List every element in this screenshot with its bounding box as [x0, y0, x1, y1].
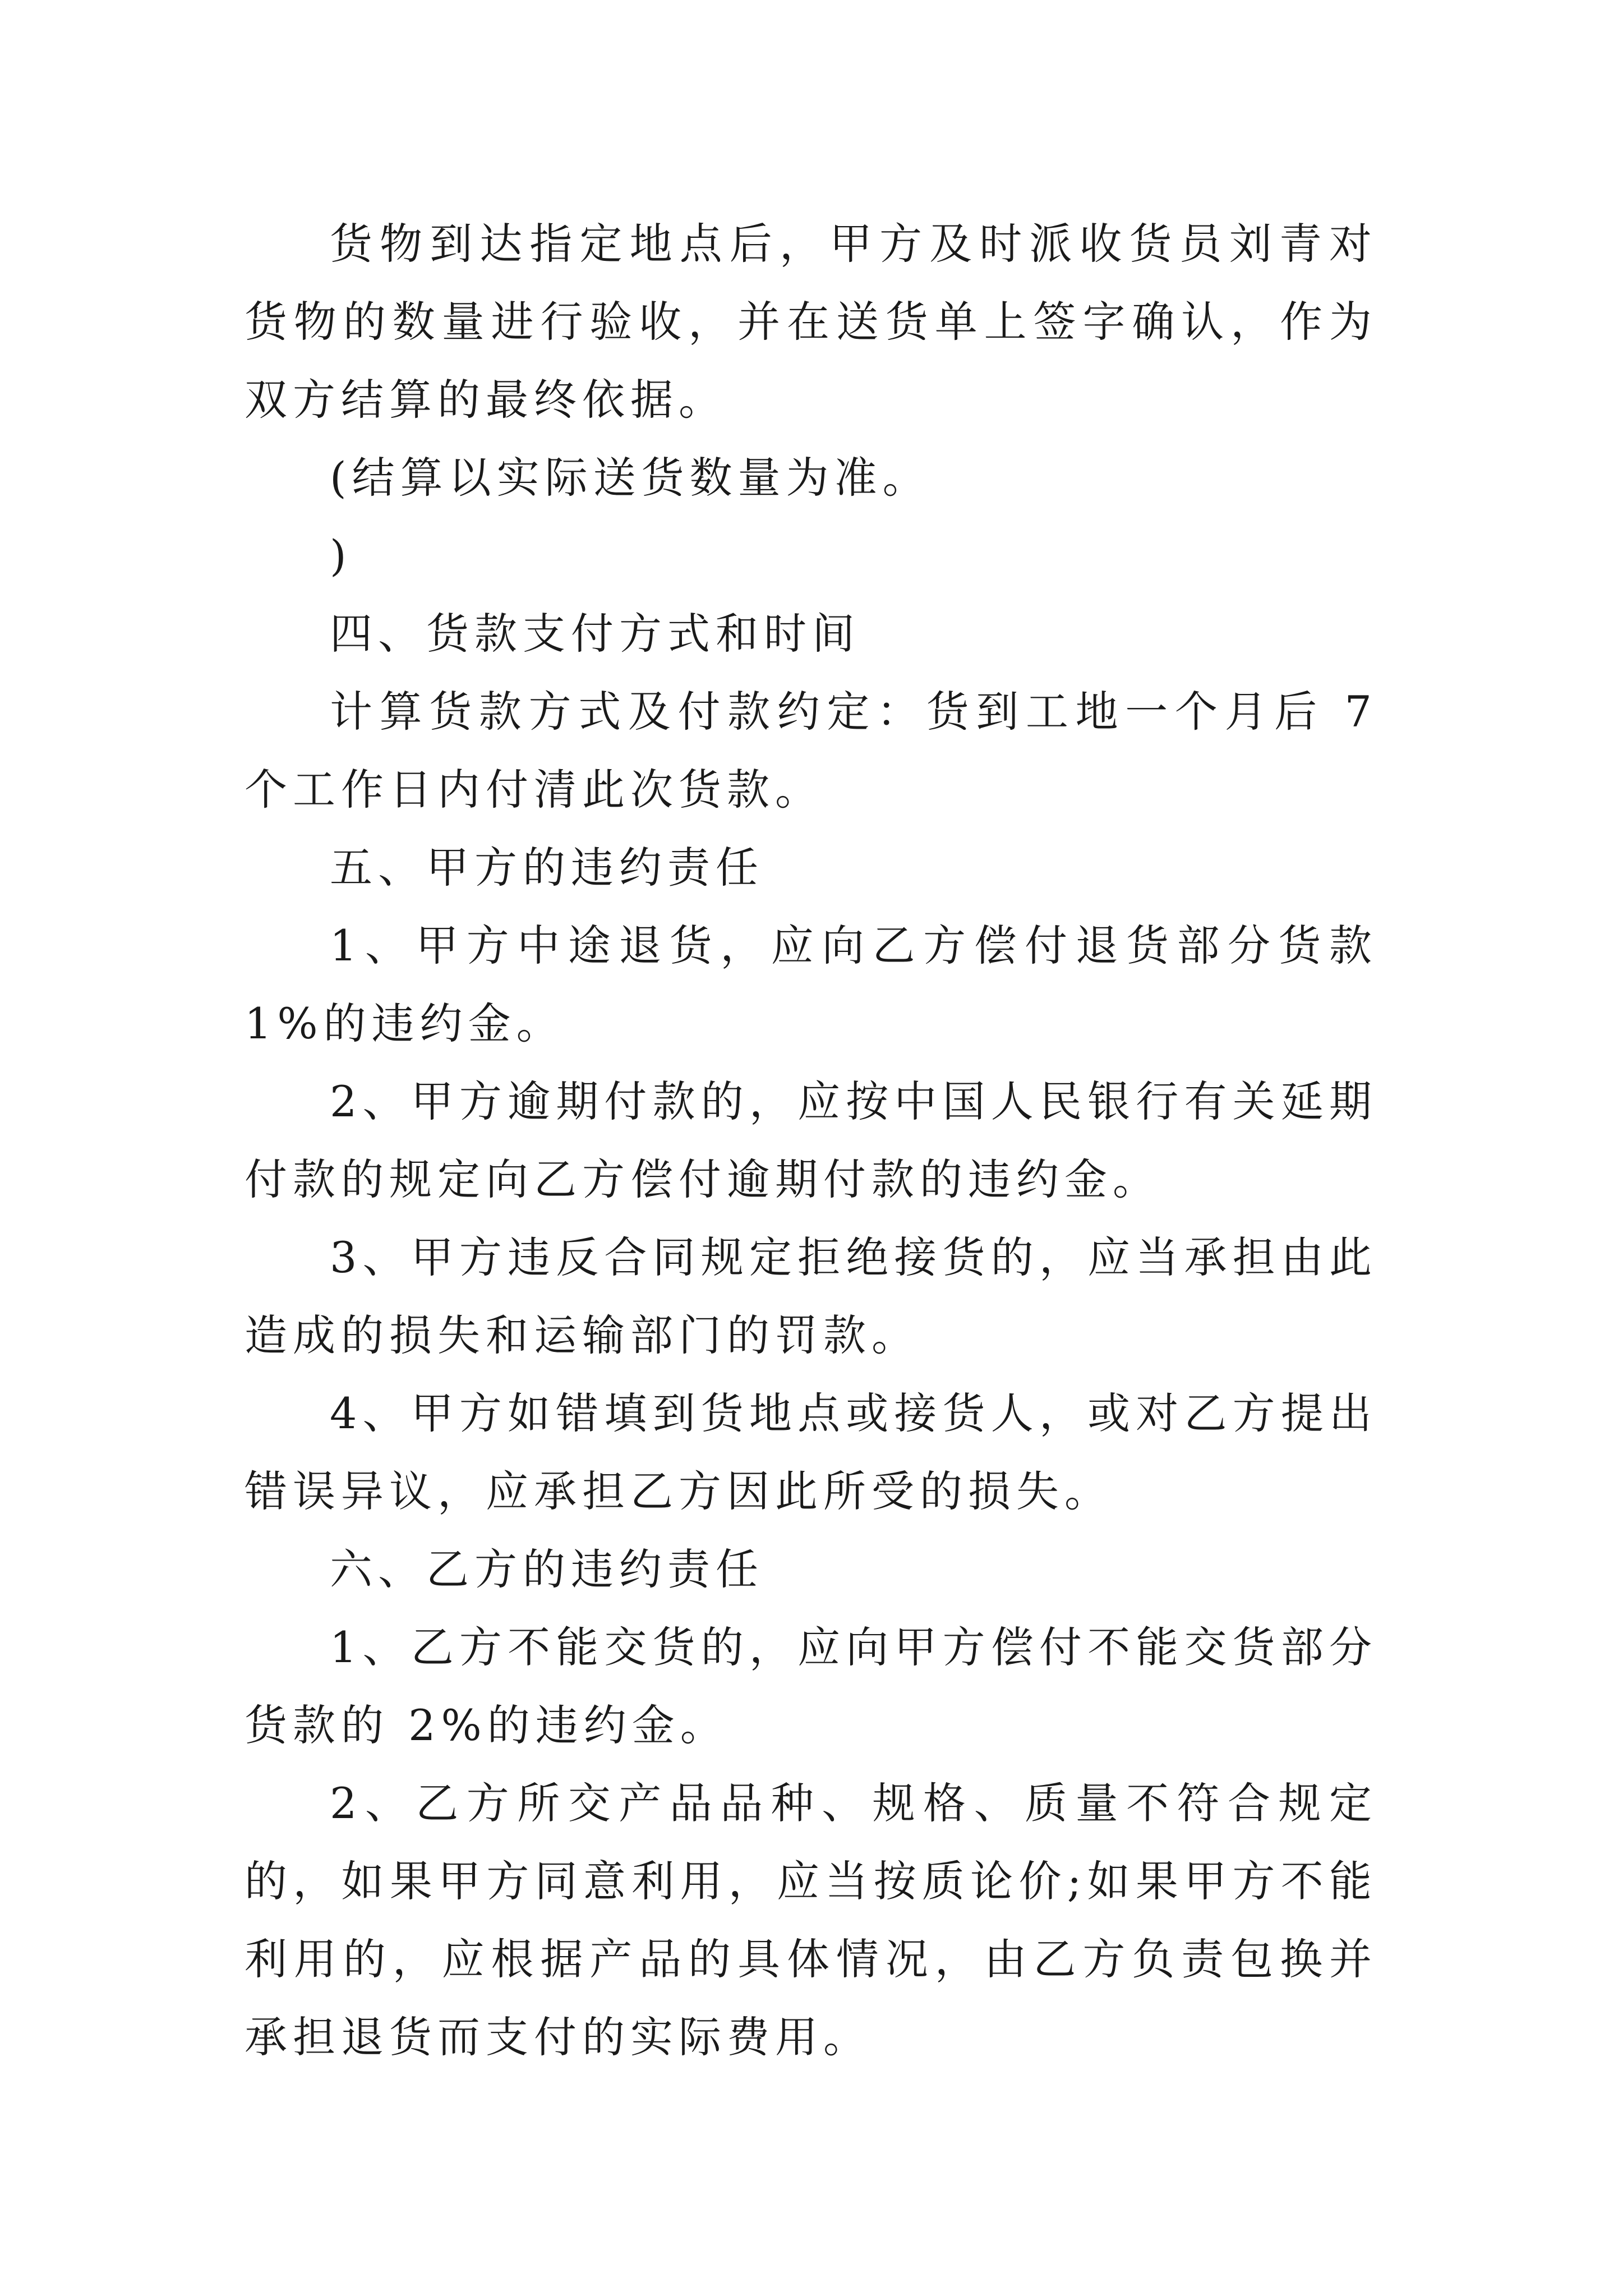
section-heading-party-b-liability: 六、乙方的违约责任 — [330, 1544, 764, 1594]
paragraph-payment-terms: 计算货款方式及付款约定：货到工地一个月后 7 个工作日内付清此次货款。 — [245, 687, 1377, 815]
paragraph-settlement-note-close: ) — [330, 531, 352, 581]
clause-a-1: 1、甲方中途退货，应向乙方偿付退货部分货款 1%的违约金。 — [245, 921, 1377, 1048]
section-heading-party-a-liability: 五、甲方的违约责任 — [330, 843, 764, 892]
clause-a-4: 4、甲方如错填到货地点或接货人，或对乙方提出错误异议，应承担乙方因此所受的损失。 — [245, 1388, 1377, 1516]
clause-b-1: 1、乙方不能交货的，应向甲方偿付不能交货部分货款的 2%的违约金。 — [245, 1622, 1377, 1750]
clause-b-2: 2、乙方所交产品品种、规格、质量不符合规定的，如果甲方同意利用，应当按质论价;如果甲方不能利用的，应根据产品的具体情况，由乙方负责包换并承担退货而支付的实际费用。 — [245, 1778, 1377, 2062]
clause-a-3: 3、甲方违反合同规定拒绝接货的，应当承担由此造成的损失和运输部门的罚款。 — [245, 1232, 1377, 1360]
paragraph-settlement-note-open: (结算以实际送货数量为准。 — [330, 453, 931, 503]
document-body — [245, 205, 1377, 2076]
section-heading-payment: 四、货款支付方式和时间 — [330, 609, 860, 659]
paragraph-inspection: 货物到达指定地点后，甲方及时派收货员刘青对货物的数量进行验收，并在送货单上签字确认，作为双方结算的最终依据。 — [245, 219, 1377, 425]
clause-a-2: 2、甲方逾期付款的，应按中国人民银行有关延期付款的规定向乙方偿付逾期付款的违约金。 — [245, 1076, 1377, 1204]
